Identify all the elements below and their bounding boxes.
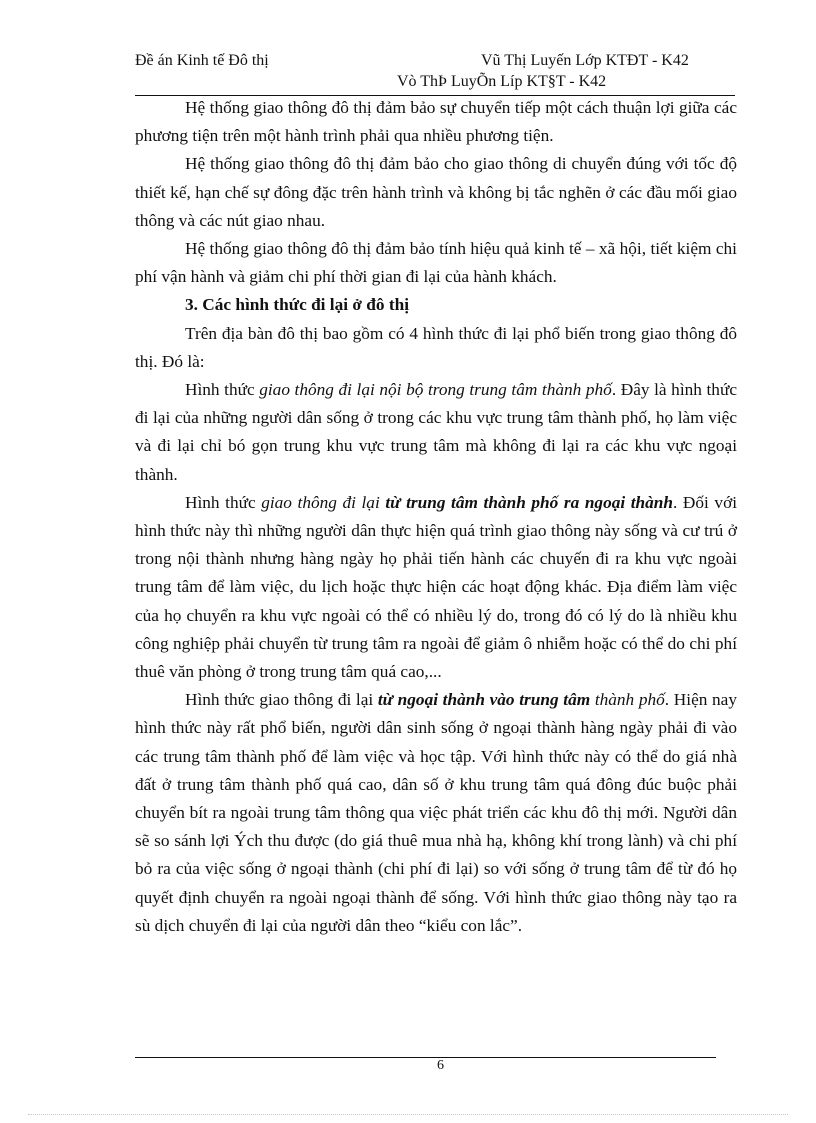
header-left: Đề án Kinh tế Đô thị [135,52,269,69]
text-run: Hình thức [185,492,262,512]
header-right-garbled: Vò ThÞ LuyÕn Líp KT§T - K42 [397,73,607,90]
paragraph [135,320,737,376]
text-run: giao thông đi lại nội bộ trong trung tâm thành phố [259,380,612,400]
text-run: Hệ thống giao thông đô thị đảm bảo sự chuyển tiếp một cách thuận lợi giữa các phương tiện trên một hành trình phải qua nhiều phương tiện. [135,98,737,146]
text-run: thành phố [590,690,665,710]
page-edge-dotted-line [28,1114,788,1115]
text-run: giao thông đi lại [261,492,386,512]
page-number: 6 [437,1058,444,1073]
header-right: Vũ Thị Luyến Lớp KTĐT - K42 [481,52,689,69]
text-run: từ ngoại thành vào trung tâm [377,690,591,710]
paragraph [135,235,737,291]
text-run: từ trung tâm thành phố ra ngoại thành [385,492,674,512]
text-run: 3. Các hình thức đi lại ở đô thị [185,295,409,315]
text-run: Hình thức giao thông đi lại [185,690,378,710]
text-run: Hệ thống giao thông đô thị đảm bảo tính hiệu quả kinh tế – xã hội, tiết kiệm chi phí vận hành và giảm chi phí thời gian đi lại của hành khách. [135,239,737,287]
paragraph [135,376,737,489]
paragraph [135,150,737,235]
footer-rule [135,1057,716,1058]
text-run: . Hiện nay hình thức này rất phổ biến, người dân sinh sống ở ngoại thành hàng ngày phải đi vào các trung tâm thành phố để làm việc và học tập. Với hình thức này có thể do giá nhà đất ở trung tâm thành phố quá cao, dân số ở khu trung tâm quá đông đúc buộc phải chuyển bít ra ngoài trung tâm thông qua việc phát triển các khu đô thị mới. Người dân sẽ so sánh lợi Ých thu được (do giá thuê mua nhà hạ, không khí trong lành) và chi phí bỏ ra của việc sống ở ngoại thành (chi phí đi lại) so với sống ở trung tâm để từ đó họ quyết định chuyển ra ngoài ngoại thành để sống. Với hình thức giao thông này tạo ra sù dịch chuyển đi lại của người dân theo “kiểu con lắc”. [135,690,737,935]
paragraph [135,686,737,940]
running-header [135,52,735,70]
paragraph [135,489,737,686]
text-run: . Đối với hình thức này thì những người dân thực hiện quá trình giao thông này sống và cư trú ở trong nội thành nhưng hàng ngày họ phải tiến hành các chuyến đi ra khu vực ngoài trung tâm để làm việc, du lịch hoặc thực hiện các hoạt động khác. Địa điểm làm việc của họ chuyển ra khu vực ngoài có thể có nhiều lý do, trong đó có lý do là nhiều khu công nghiệp phải chuyển từ trung tâm ra ngoài để giảm ô nhiễm hoặc có thể do chi phí thuê văn phòng ở trong trung tâm quá cao,... [135,492,738,682]
paragraph [135,94,737,150]
text-run: Trên địa bàn đô thị bao gồm có 4 hình thức đi lại phổ biến trong giao thông đô thị. Đó là: [135,323,737,371]
text-run: Hệ thống giao thông đô thị đảm bảo cho giao thông di chuyển đúng với tốc độ thiết kế, hạn chế sự đông đặc trên hành trình và không bị tắc nghẽn ở các đầu mối giao thông và các nút giao nhau. [135,154,737,230]
text-run: Hình thức [185,380,260,400]
text-run: . Đây là hình thức đi lại của những người dân sống ở trong các khu vực trung tâm thành phố, họ làm việc và đi lại chỉ bó gọn trung khu vực trung tâm mà không đi lại ra các khu vực ngoại thành. [135,380,737,484]
body-text [135,94,737,940]
section-heading [135,291,737,319]
